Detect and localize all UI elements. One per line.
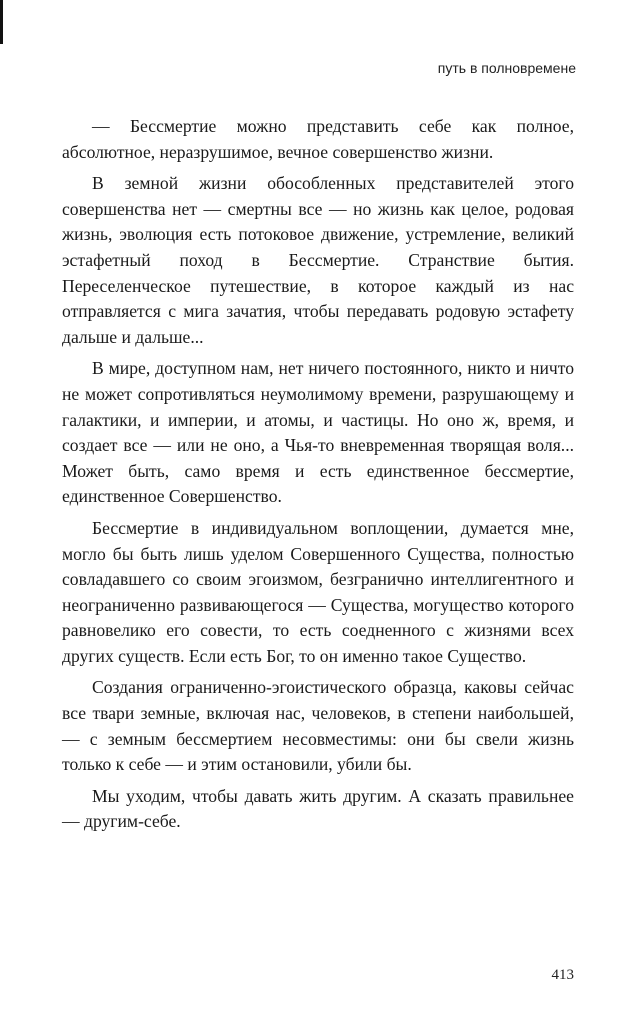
paragraph: В земной жизни обособленных представителей этого совершенства нет — смертны все — но жизнь как целое, родовая жизнь, эволюция есть потоковое движение, устремление, великий эстафетный поход в Бессмертие. Странствие бытия. Переселенческое путешествие, в которое каждый из нас отправляется с мига зачатия, чтобы передавать родовую эстафету дальше и дальше... xyxy=(62,173,574,347)
paragraph: Бессмертие в индивидуальном воплощении, думается мне, могло бы быть лишь уделом Совершенного Существа, полностью совладавшего со своим эгоизмом, безгранично интеллигентного и неограниченно развивающегося — Существа, могущество которого равновелико его совести, то есть соедненного с жизнями всех других существ. Если есть Бог, то он именно такое Существо. xyxy=(62,517,574,666)
paragraph: Создания ограниченно-эгоистического образца, каковы сейчас все твари земные, включая нас, человеков, в степени наибольшей, — с земным бессмертием несовместимы: они бы свели жизнь только к себе — и этим остановили, убили бы. xyxy=(62,677,574,775)
paragraph: — Бессмертие можно представить себе как полное, абсолютное, неразрушимое, вечное совершенство жизни. xyxy=(62,116,574,162)
paragraph: В мире, доступном нам, нет ничего постоянного, никто и ничто не может сопротивляться неумолимому времени, разрушающему и галактики, и империи, и атомы, и частицы. Но оно ж, время, и создает все — или не оно, а Чья-то вневременная творящая воля... Может быть, само время и есть единственное бессмертие, единственное Совершенство. xyxy=(62,358,574,507)
paragraph: Мы уходим, чтобы давать жить другим. А сказать правильнее — другим-себе. xyxy=(62,785,574,832)
running-head: путь в полновремене xyxy=(437,60,576,76)
body-text xyxy=(62,114,574,837)
page-number: 413 xyxy=(551,967,574,983)
page-edge-mark xyxy=(0,0,3,44)
